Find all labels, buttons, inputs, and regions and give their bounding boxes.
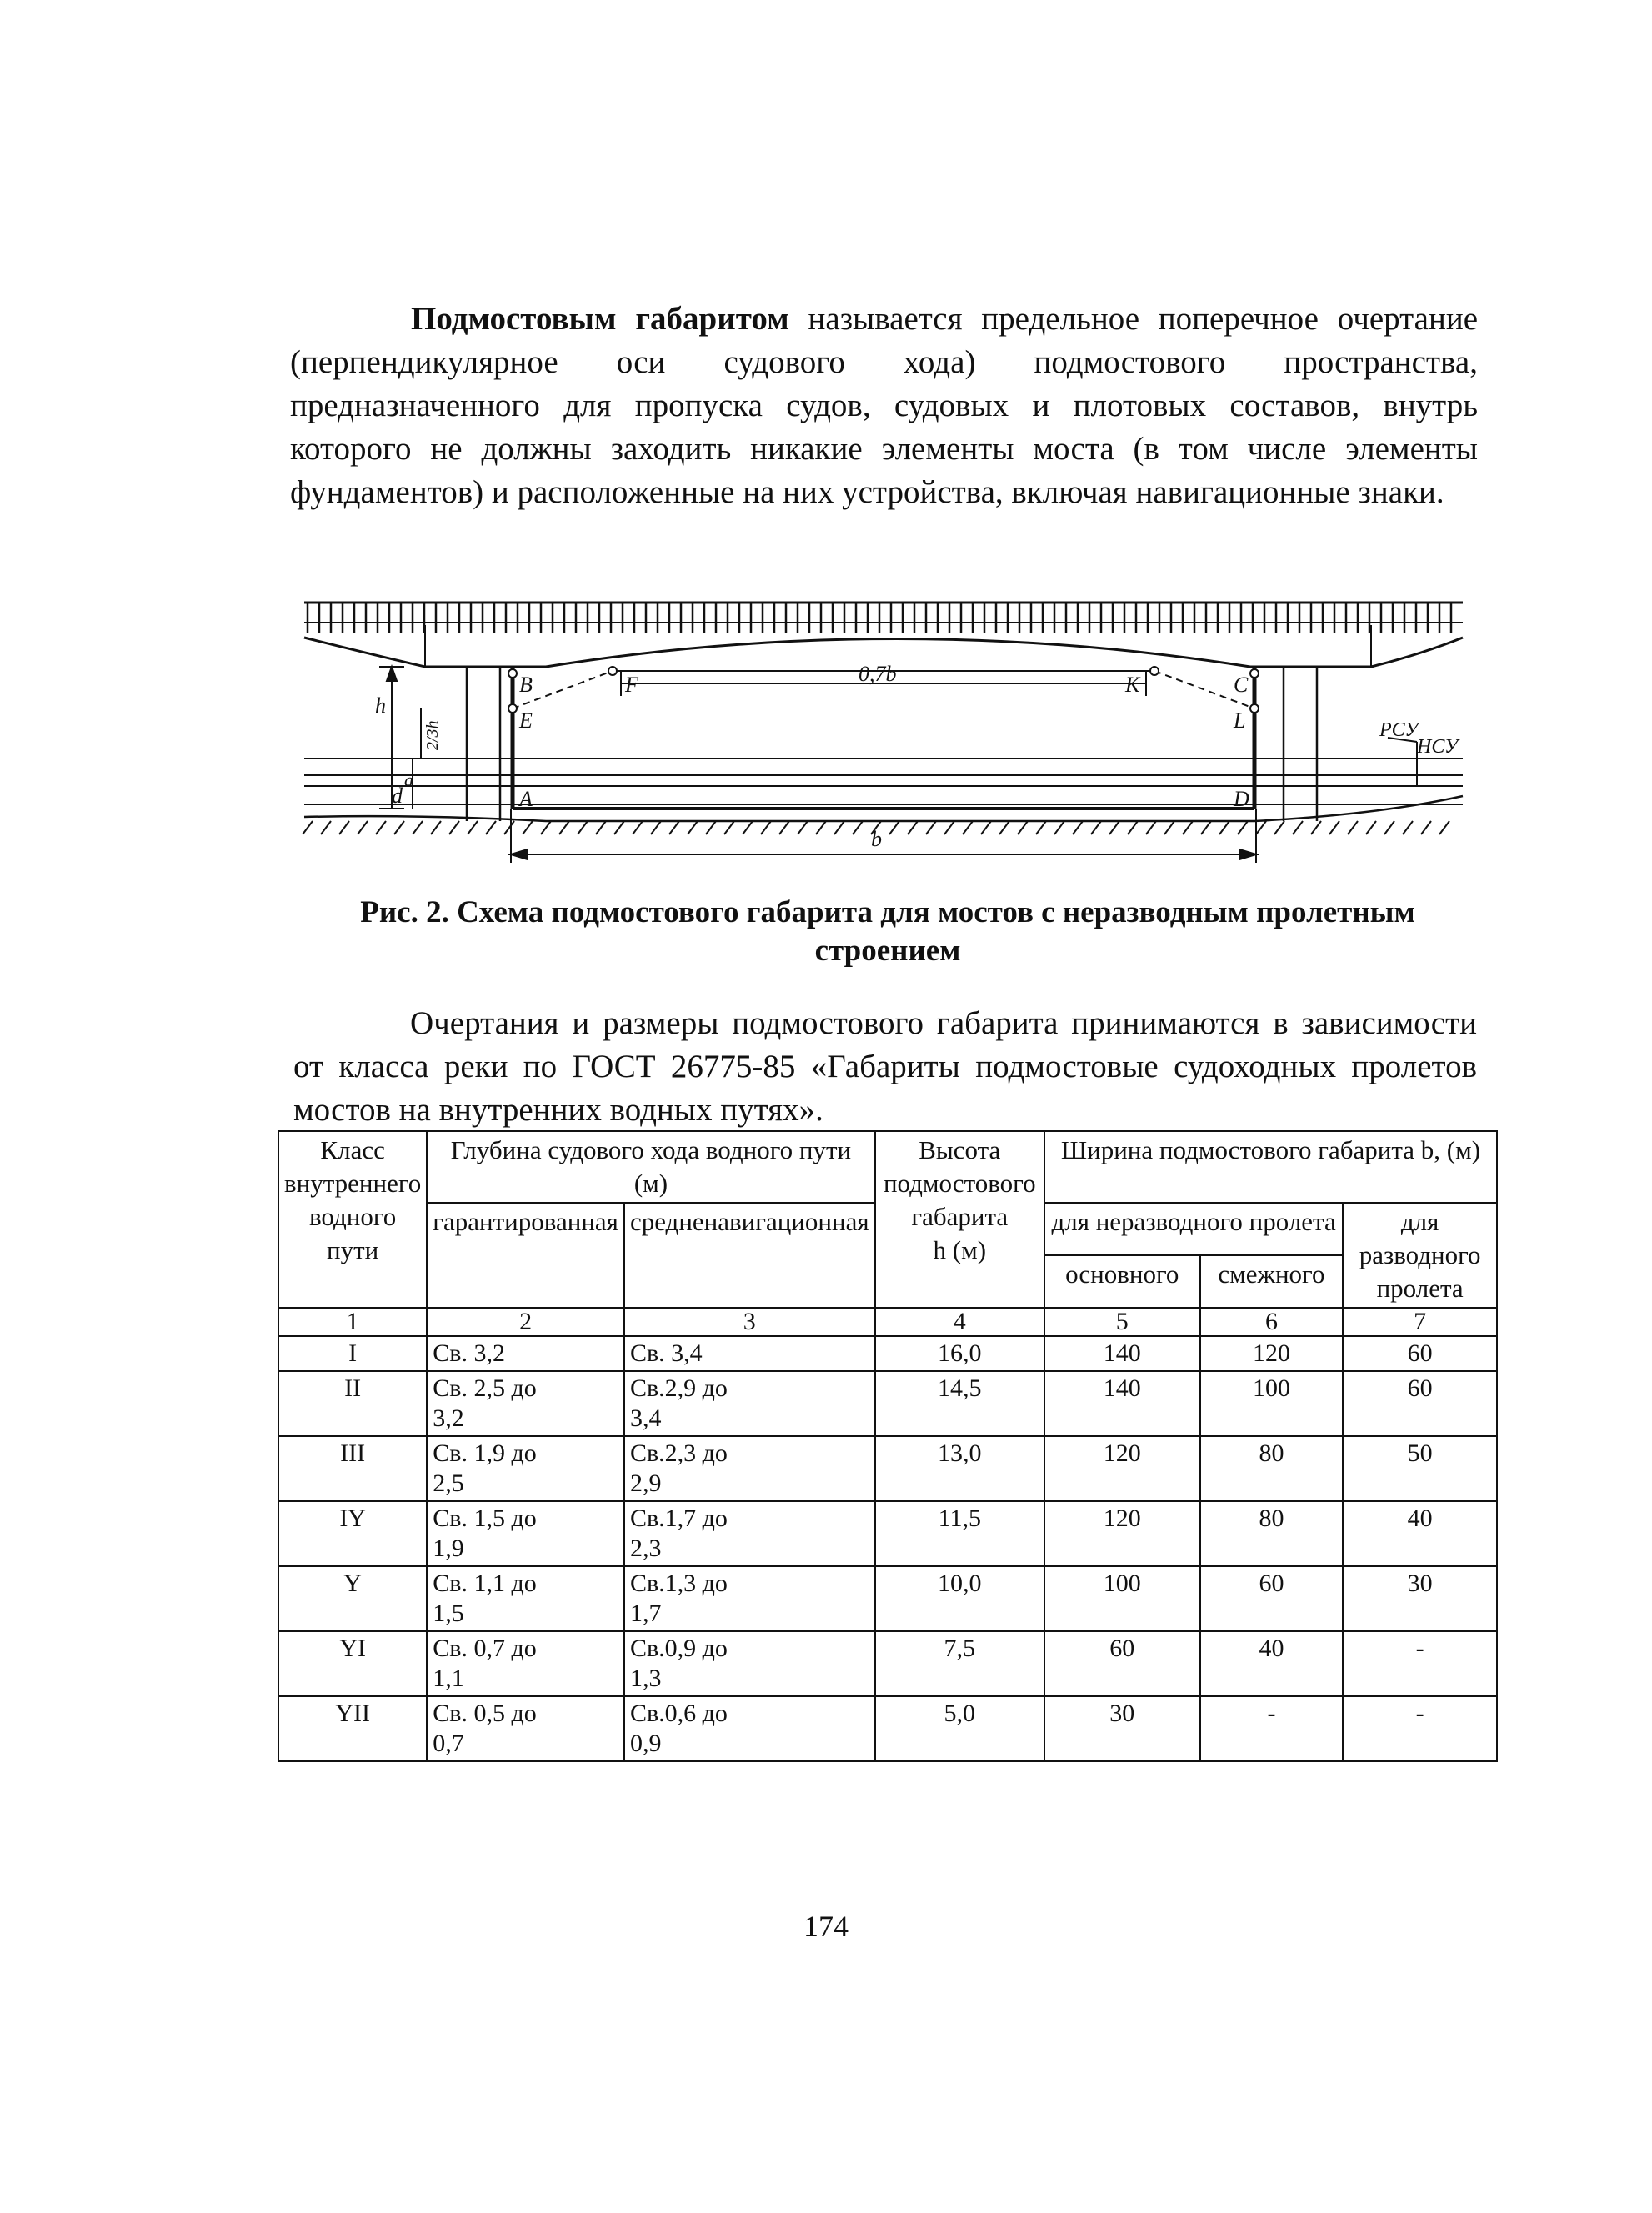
cell-text: - [1415,1700,1424,1727]
cell-class [278,1501,427,1566]
cell-text: 1,3 [629,1665,662,1692]
cell-text: 5,0 [944,1700,976,1727]
table-row [278,1631,1497,1696]
bridge-deck [304,603,1463,667]
cell-text: Св. 2,5 до [433,1374,537,1402]
cell-adjacent-width [1200,1631,1344,1696]
cell-text: 1,9 [433,1535,464,1562]
cell-average [624,1371,875,1436]
label-d: d [392,784,403,808]
cell-text: Св. 3,4 [629,1339,703,1367]
label-k-point: K [1125,673,1140,697]
cell-class [278,1336,427,1371]
table-row [278,1566,1497,1631]
cell-text: Св.1,3 до [629,1570,728,1597]
cell-average [624,1631,875,1696]
cell-adjacent-width [1200,1696,1344,1761]
cell-text: 50 [1407,1439,1433,1467]
intro-text: называется предельное поперечное очертание (перпендикулярное оси судового хода) подмостового пространства, предназначенного для пропуска судов, судовых и плотовых составов, внутрь которого не должны заходить никакие элементы моста (в том числе элементы фундаментов) и расположенные на них устройства, включая навигационные знаки. [290,301,1479,510]
cell-lift-width [1343,1501,1497,1566]
cell-average [624,1436,875,1501]
cell-height [875,1436,1044,1501]
water-levels [304,759,1463,804]
col-num-3: 3 [624,1308,875,1336]
cell-text: 14,5 [938,1374,982,1402]
cell-text: 140 [1103,1374,1141,1402]
table-row [278,1696,1497,1761]
cell-text: Св. 1,5 до [433,1505,537,1532]
cell-text: YII [335,1700,370,1727]
col-num-2: 2 [427,1308,624,1336]
cell-text: 0,9 [629,1730,662,1757]
cell-lift-width [1343,1371,1497,1436]
col-num-7: 7 [1343,1308,1497,1336]
cell-main-width [1044,1631,1200,1696]
cell-text: Св. 1,9 до [433,1439,537,1467]
cell-text: 0,7 [433,1730,464,1757]
cell-average [624,1336,875,1371]
dimension-lines [379,667,1417,863]
clearance-outline [508,667,1259,809]
cell-adjacent-width [1200,1436,1344,1501]
cell-height [875,1501,1044,1566]
intro-paragraph [290,298,1478,514]
cell-text: 60 [1407,1374,1433,1402]
cell-text: 2,5 [433,1469,464,1497]
cell-text: 1,5 [433,1600,464,1627]
cell-text: Св. 0,5 до [433,1700,537,1727]
cell-text: 11,5 [938,1505,981,1532]
label-l-point: L [1234,708,1246,733]
cell-guaranteed [427,1696,624,1761]
cell-average [624,1566,875,1631]
cell-text: 80 [1259,1439,1284,1467]
cell-text: 60 [1109,1635,1135,1662]
cell-main-width [1044,1696,1200,1761]
cell-guaranteed [427,1631,624,1696]
header-guaranteed: гарантированная [427,1203,624,1308]
cell-text: 60 [1259,1570,1284,1597]
table-row [278,1501,1497,1566]
cell-text: 7,5 [944,1635,976,1662]
cell-text: 120 [1103,1439,1141,1467]
cell-text: 1,7 [629,1600,662,1627]
diagram-labels [375,662,1460,851]
cell-text: - [1267,1700,1276,1727]
label-span-fraction: 0,7b [859,662,897,686]
cell-text: 2,3 [629,1535,662,1562]
cell-height [875,1336,1044,1371]
label-b-point: B [519,673,533,697]
header-lift: для разводного пролета [1343,1203,1497,1308]
label-rsu: РСУ [1379,719,1419,741]
cell-text: 140 [1103,1339,1141,1367]
cell-text: 120 [1252,1339,1290,1367]
cell-guaranteed [427,1501,624,1566]
cell-guaranteed [427,1436,624,1501]
label-c-point: C [1234,673,1249,697]
cell-adjacent-width [1200,1501,1344,1566]
cell-text: II [344,1374,362,1402]
cell-text: III [340,1439,366,1467]
cell-main-width [1044,1371,1200,1436]
cell-text: 3,4 [629,1404,662,1432]
label-f-point: F [625,673,638,697]
label-b-width: b [871,827,882,851]
cell-height [875,1371,1044,1436]
cell-guaranteed [427,1566,624,1631]
header-class: Класс внутреннего водного пути [278,1131,427,1308]
col-num-5: 5 [1044,1308,1200,1336]
header-nonlift: для неразводного пролета [1044,1203,1343,1255]
cell-guaranteed [427,1336,624,1371]
header-width: Ширина подмостового габарита b, (м) [1044,1131,1497,1203]
header-height [875,1131,1044,1308]
column-numbers-row [278,1308,1497,1336]
cell-height [875,1631,1044,1696]
col-num-1: 1 [278,1308,427,1336]
page-number: 174 [803,1910,849,1943]
cell-text: 100 [1252,1374,1290,1402]
cell-lift-width [1343,1631,1497,1696]
cell-text: I [348,1339,358,1367]
header-height-text: Высота подмостового габарита [883,1135,1036,1231]
header-average: средненавигационная [624,1203,875,1308]
underbridge-clearance-diagram [296,588,1479,871]
cell-text: 1,1 [433,1665,464,1692]
cell-height [875,1566,1044,1631]
cell-class [278,1696,427,1761]
cell-adjacent-width [1200,1371,1344,1436]
cell-text: 30 [1407,1570,1433,1597]
bridge-piers [467,667,1317,821]
cell-text: YI [339,1635,366,1662]
cell-adjacent-width [1200,1336,1344,1371]
figure-caption: Рис. 2. Схема подмостового габарита для мостов с неразводным пролетным строением [360,895,1415,968]
cell-average [624,1696,875,1761]
header-height-unit: h (м) [933,1235,987,1264]
clearance-table [278,1130,1498,1762]
cell-text: Св.1,7 до [629,1505,728,1532]
cell-text: 30 [1109,1700,1135,1727]
cell-lift-width [1343,1336,1497,1371]
cell-class [278,1631,427,1696]
label-nsu: НСУ [1417,736,1459,758]
cell-text: Св.0,6 до [629,1700,728,1727]
cell-main-width [1044,1436,1200,1501]
standard-paragraph: Очертания и размеры подмостового габарита принимаются в зависимости от класса реки по ГОСТ 26775-85 «Габариты подмостовые судоходных пролетов мостов на внутренних водных путях». [293,1005,1477,1128]
table-row [278,1336,1497,1371]
cell-lift-width [1343,1566,1497,1631]
intro-term: Подмостовым габаритом [411,301,789,337]
cell-text: Св.2,3 до [629,1439,728,1467]
cell-class [278,1371,427,1436]
table-row [278,1371,1497,1436]
riverbed [303,796,1463,834]
cell-text: 3,2 [433,1404,464,1432]
cell-lift-width [1343,1436,1497,1501]
label-h: h [375,693,386,718]
cell-class [278,1566,427,1631]
header-adjacent: смежного [1200,1255,1344,1308]
label-e-point: E [519,708,533,733]
cell-text: IY [339,1505,366,1532]
cell-text: 16,0 [938,1339,982,1367]
cell-adjacent-width [1200,1566,1344,1631]
cell-main-width [1044,1336,1200,1371]
cell-text: Св. 1,1 до [433,1570,537,1597]
cell-main-width [1044,1566,1200,1631]
cell-text: Св. 0,7 до [433,1635,537,1662]
cell-text: 100 [1103,1570,1141,1597]
col-num-4: 4 [875,1308,1044,1336]
cell-text: 40 [1259,1635,1284,1662]
cell-text: 120 [1103,1505,1141,1532]
label-two-thirds-h: 2/3h [423,720,442,750]
cell-text: 2,9 [629,1469,662,1497]
cell-text: 10,0 [938,1570,982,1597]
cell-text: Св.0,9 до [629,1635,728,1662]
cell-text: - [1415,1635,1424,1662]
cell-lift-width [1343,1696,1497,1761]
cell-guaranteed [427,1371,624,1436]
cell-text: 40 [1407,1505,1433,1532]
cell-text: Св.2,9 до [629,1374,728,1402]
cell-text: Y [343,1570,362,1597]
label-a: a [404,769,413,790]
header-depth: Глубина судового хода водного пути (м) [427,1131,874,1203]
cell-text: 60 [1407,1339,1433,1367]
col-num-6: 6 [1200,1308,1344,1336]
cell-height [875,1696,1044,1761]
cell-main-width [1044,1501,1200,1566]
cell-text: Св. 3,2 [433,1339,505,1367]
label-a-point: A [519,787,533,811]
cell-text: 80 [1259,1505,1284,1532]
table-row [278,1436,1497,1501]
label-d-point: D [1234,787,1249,811]
cell-text: 13,0 [938,1439,982,1467]
cell-average [624,1501,875,1566]
header-main: основного [1044,1255,1200,1308]
cell-class [278,1436,427,1501]
